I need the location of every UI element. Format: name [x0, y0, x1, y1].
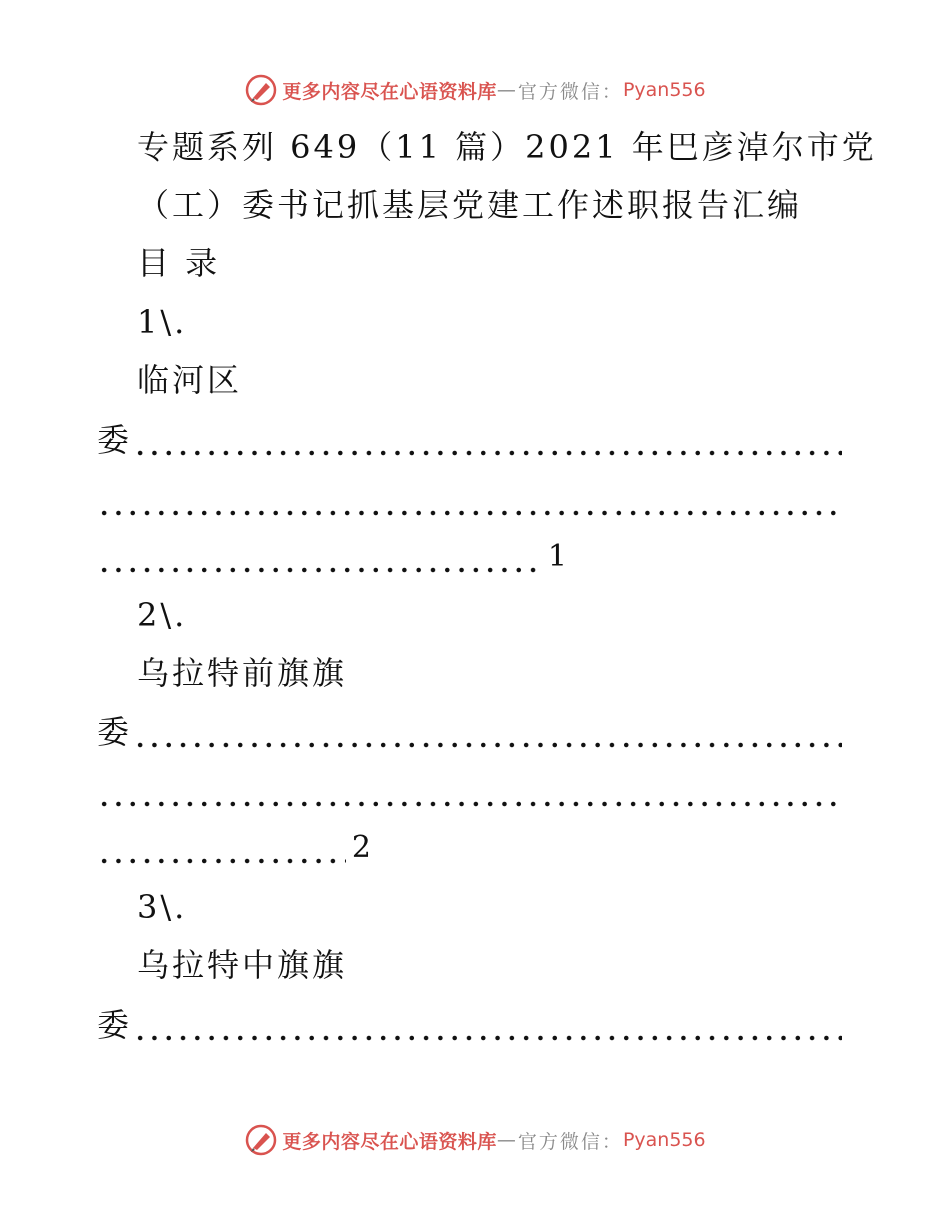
pen-logo-icon: [244, 73, 278, 107]
toc-entry-1-leader-row-2: [97, 480, 842, 520]
dot-leader: [133, 1005, 842, 1045]
toc-entry-3-lead-char: 委: [97, 1006, 130, 1044]
toc-entry-2-number: 2\.: [137, 596, 188, 634]
toc-entry-1-number: 1\.: [137, 303, 188, 341]
watermark-id-text: Pyan556: [622, 1129, 706, 1151]
doc-title-line-1: 专题系列 649（11 篇）2021 年巴彦淖尔市党: [137, 128, 877, 166]
dot-leader: [133, 420, 842, 460]
watermark-sub-text: 官方微信：: [517, 80, 623, 103]
watermark-id-text: Pyan556: [622, 79, 706, 101]
watermark-sub-text: 官方微信：: [517, 1130, 623, 1153]
dot-leader: [97, 537, 542, 577]
toc-entry-3-leader-row-1: [97, 1005, 842, 1045]
toc-entry-1-leader-row-3: [97, 537, 567, 577]
dot-leader: [97, 480, 842, 520]
toc-entry-2-lead-char: 委: [97, 713, 130, 751]
watermark-banner-top: [0, 70, 950, 110]
dot-leader: [133, 712, 842, 752]
watermark-main-text: 更多内容尽在心语资料库: [282, 1130, 497, 1153]
toc-heading: 目 录: [137, 244, 221, 282]
toc-entry-3-name: 乌拉特中旗旗: [137, 946, 348, 984]
toc-entry-1-lead-char: 委: [97, 421, 130, 459]
toc-entry-2-leader-row-2: [97, 771, 842, 811]
watermark-dash: —: [496, 1129, 518, 1151]
doc-title-line-2: （工）委书记抓基层党建工作述职报告汇编: [137, 186, 803, 224]
toc-entry-1-leader-row-1: [97, 420, 842, 460]
dot-leader: [97, 771, 842, 811]
watermark-main-text: 更多内容尽在心语资料库: [282, 80, 497, 103]
toc-entry-2-name: 乌拉特前旗旗: [137, 654, 348, 692]
toc-entry-2-leader-row-1: [97, 712, 842, 752]
toc-entry-2-leader-row-3: [97, 828, 371, 868]
watermark-dash: —: [496, 79, 518, 101]
toc-entry-1-page: 1: [547, 539, 567, 574]
toc-entry-2-page: 2: [351, 830, 371, 865]
toc-entry-3-number: 3\.: [137, 888, 188, 926]
watermark-banner-bottom: [0, 1120, 950, 1160]
toc-entry-1-name: 临河区: [137, 361, 243, 399]
pen-logo-icon: [244, 1123, 278, 1157]
dot-leader: [97, 828, 346, 868]
